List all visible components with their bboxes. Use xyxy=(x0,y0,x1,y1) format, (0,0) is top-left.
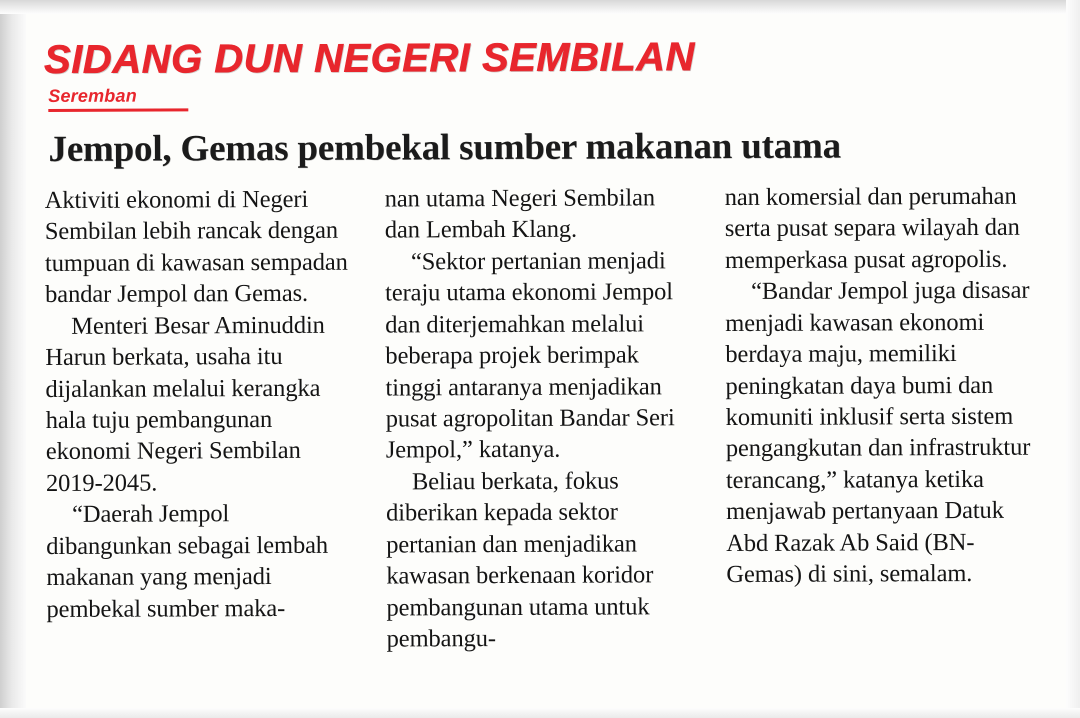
article-columns xyxy=(45,180,1057,656)
dateline-underline xyxy=(48,108,188,112)
paragraph: Menteri Besar Aminuddin Harun berkata, usaha itu dijalankan melalui kerangka hala tuju pembangunan ekonomi Negeri Sembilan 2019-2045. xyxy=(45,311,325,497)
page-edge-shadow-left xyxy=(0,0,26,718)
paragraph: Aktiviti ekonomi di Negeri Sembilan lebih rancak dengan tumpuan di kawasan sempadan bandar Jempol dan Gemas. xyxy=(44,185,348,309)
paragraph: nan utama Negeri Sembilan dan Lembah Klang. xyxy=(384,184,656,244)
section-kicker: SIDANG DUN NEGERI SEMBILAN xyxy=(43,35,695,82)
page-edge-shadow-right xyxy=(1066,0,1080,718)
paragraph: “Daerah Jempol dibangunkan sebagai lembah makanan yang menjadi pembekal sumber maka- xyxy=(46,500,329,623)
article-content xyxy=(44,36,1057,657)
article-column-3 xyxy=(725,180,1037,653)
paragraph: “Bandar Jempol juga disasar menjadi kawasan ekonomi berdaya maju, memiliki peningkatan daya bumi dan komuniti inklusif serta sistem pengangkutan dan infrastruktur terancang,” katanya ketika menjawab pertanyaan Datuk Abd Razak Ab Said (BN-Gemas) di sini, semalam. xyxy=(725,276,1031,589)
page-edge-shadow-bottom xyxy=(0,708,1080,718)
paragraph: “Sektor pertanian menjadi teraju utama ekonomi Jempol dan diterjemahkan melalui beberapa projek berimpak tinggi antaranya menjadikan pusat agropolitan Bandar Seri Jempol,” katanya. xyxy=(385,246,675,464)
article-headline: Jempol, Gemas pembekal sumber makanan utama xyxy=(48,125,841,170)
page-edge-shadow-top xyxy=(0,0,1080,14)
paragraph: Beliau berkata, fokus diberikan kepada sektor pertanian dan menjadikan kawasan berkenaan koridor pembangunan utama untuk pembangu- xyxy=(386,467,654,653)
paragraph: nan komersial dan perumahan serta pusat separa wilayah dan memperkasa pusat agropolis. xyxy=(724,182,1020,274)
article-column-1 xyxy=(45,183,357,656)
article-column-2 xyxy=(385,182,697,655)
dateline: Seremban xyxy=(48,85,137,106)
